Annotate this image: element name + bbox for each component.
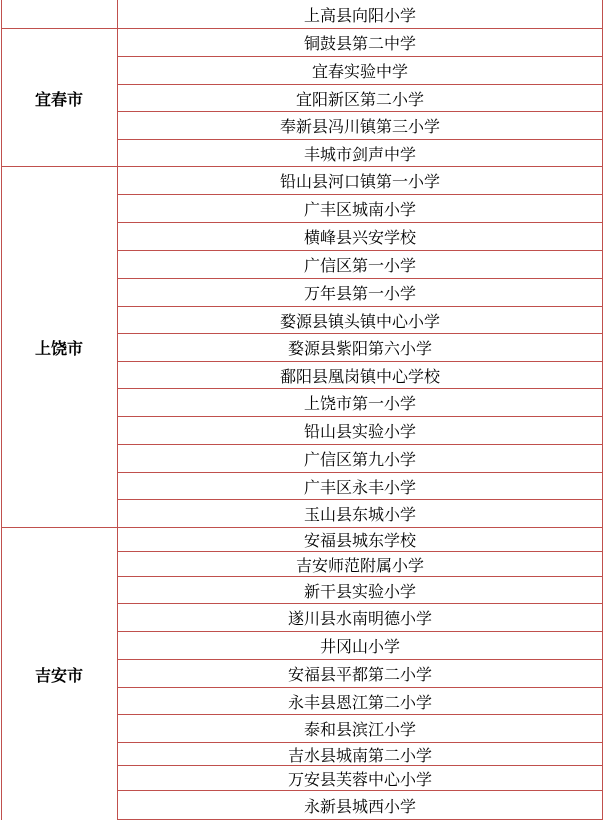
school-cell: 安福县城东学校 xyxy=(118,528,602,552)
school-cell: 广丰区城南小学 xyxy=(118,195,602,223)
school-cell: 泰和县滨江小学 xyxy=(118,715,602,743)
school-cell: 安福县平都第二小学 xyxy=(118,660,602,688)
school-cell: 永丰县恩江第二小学 xyxy=(118,688,602,715)
school-cell: 万安县芙蓉中心小学 xyxy=(118,766,602,791)
school-cell: 横峰县兴安学校 xyxy=(118,223,602,251)
city-cell xyxy=(1,0,118,29)
school-cell: 遂川县水南明德小学 xyxy=(118,604,602,632)
school-cell: 新干县实验小学 xyxy=(118,577,602,604)
school-cell: 丰城市剑声中学 xyxy=(118,140,602,167)
school-cell: 铜鼓县第二中学 xyxy=(118,29,602,57)
school-cell: 玉山县东城小学 xyxy=(118,500,602,528)
table-right-border xyxy=(602,0,603,820)
school-cell: 婺源县紫阳第六小学 xyxy=(118,334,602,362)
school-cell: 永新县城西小学 xyxy=(118,791,602,820)
school-cell: 广信区第九小学 xyxy=(118,445,602,473)
school-cell: 宜春实验中学 xyxy=(118,57,602,85)
school-cell: 婺源县镇头镇中心小学 xyxy=(118,307,602,334)
school-cell: 铅山县河口镇第一小学 xyxy=(118,167,602,195)
school-cell: 鄱阳县凰岗镇中心学校 xyxy=(118,362,602,389)
school-cell: 铅山县实验小学 xyxy=(118,417,602,445)
school-cell: 吉安师范附属小学 xyxy=(118,552,602,577)
city-cell: 吉安市 xyxy=(1,528,118,820)
school-cell: 广信区第一小学 xyxy=(118,251,602,279)
city-cell: 宜春市 xyxy=(1,29,118,167)
school-cell: 井冈山小学 xyxy=(118,632,602,660)
school-cell: 上高县向阳小学 xyxy=(118,0,602,29)
school-cell: 万年县第一小学 xyxy=(118,279,602,307)
school-cell: 吉水县城南第二小学 xyxy=(118,743,602,766)
school-cell: 奉新县冯川镇第三小学 xyxy=(118,112,602,140)
school-cell: 上饶市第一小学 xyxy=(118,389,602,417)
school-cell: 广丰区永丰小学 xyxy=(118,473,602,500)
city-cell: 上饶市 xyxy=(1,167,118,528)
school-cell: 宜阳新区第二小学 xyxy=(118,85,602,112)
